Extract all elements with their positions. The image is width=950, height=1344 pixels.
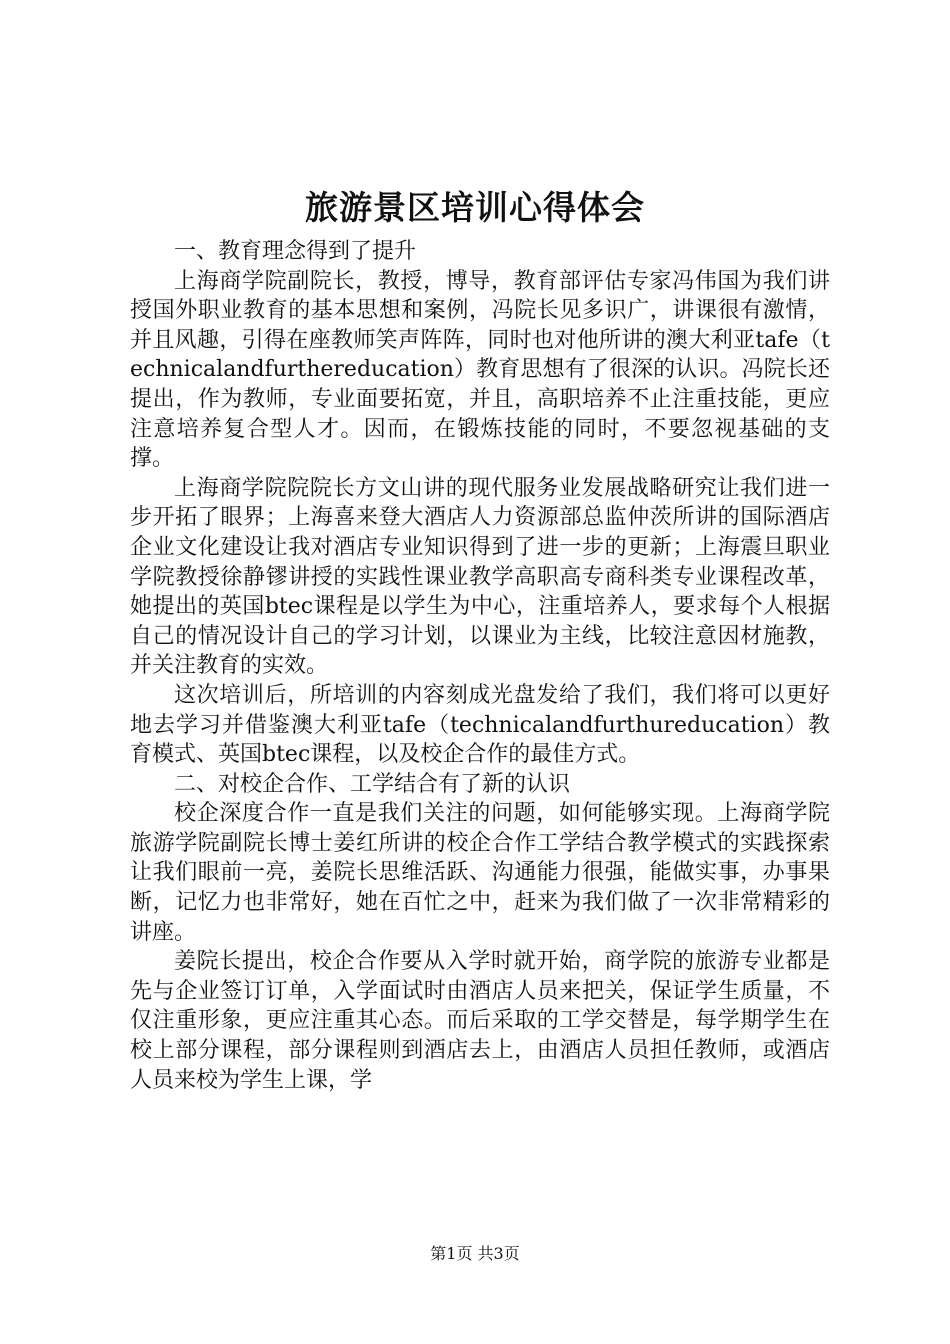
section-heading-2: 二、对校企合作、工学结合有了新的认识 bbox=[174, 771, 571, 797]
paragraph: 这次培训后，所培训的内容刻成光盘发给了我们，我们将可以更好地去学习并借鉴澳大利亚tafe（technicalandfurthureducation）教育模式、英国btec课程，以及校企合作的最佳方式。 bbox=[130, 682, 830, 768]
section-heading-1: 一、教育理念得到了提升 bbox=[174, 239, 417, 264]
page-footer: 第1页 共3页 bbox=[430, 1244, 520, 1263]
paragraph: 上海商学院院院长方文山讲的现代服务业发展战略研究让我们进一步开拓了眼界；上海喜来登大酒店人力资源部总监仲茨所讲的国际酒店企业文化建设让我对酒店专业知识得到了进一步的更新；上海震旦职业学院教授徐静镠讲授的实践性课业教学高职高专商科类专业课程改革，她提出的英国btec课程是以学生为中心，注重培养人，要求每个人根据自己的情况设计自己的学习计划，以课业为主线，比较注意因材施教，并关注教育的实效。 bbox=[130, 475, 830, 679]
paragraph: 上海商学院副院长，教授，博导，教育部评估专家冯伟国为我们讲授国外职业教育的基本思想和案例，冯院长见多识广，讲课很有激情，并且风趣，引得在座教师笑声阵阵，同时也对他所讲的澳大利亚tafe（technicalandfurthereducation）教育思想有了很深的认识。冯院长还提出，作为教师，专业面要拓宽，并且，高职培养不止注重技能，更应注意培养复合型人才。因而，在锻炼技能的同时，不要忽视基础的支撑。 bbox=[130, 268, 830, 472]
paragraph: 校企深度合作一直是我们关注的问题，如何能够实现。上海商学院旅游学院副院长博士姜红所讲的校企合作工学结合教学模式的实践探索让我们眼前一亮，姜院长思维活跃、沟通能力很强，能做实事，办事果断，记忆力也非常好，她在百忙之中，赶来为我们做了一次非常精彩的讲座。 bbox=[130, 801, 830, 945]
document-title: 旅游景区培训心得体会 bbox=[305, 188, 645, 227]
document-body bbox=[130, 237, 830, 1095]
paragraph: 姜院长提出，校企合作要从入学时就开始，商学院的旅游专业都是先与企业签订订单，入学面试时由酒店人员来把关，保证学生质量，不仅注重形象，更应注重其心态。而后采取的工学交替是，每学期学生在校上部分课程，部分课程则到酒店去上，由酒店人员担任教师，或酒店人员来校为学生上课，学 bbox=[130, 949, 830, 1093]
